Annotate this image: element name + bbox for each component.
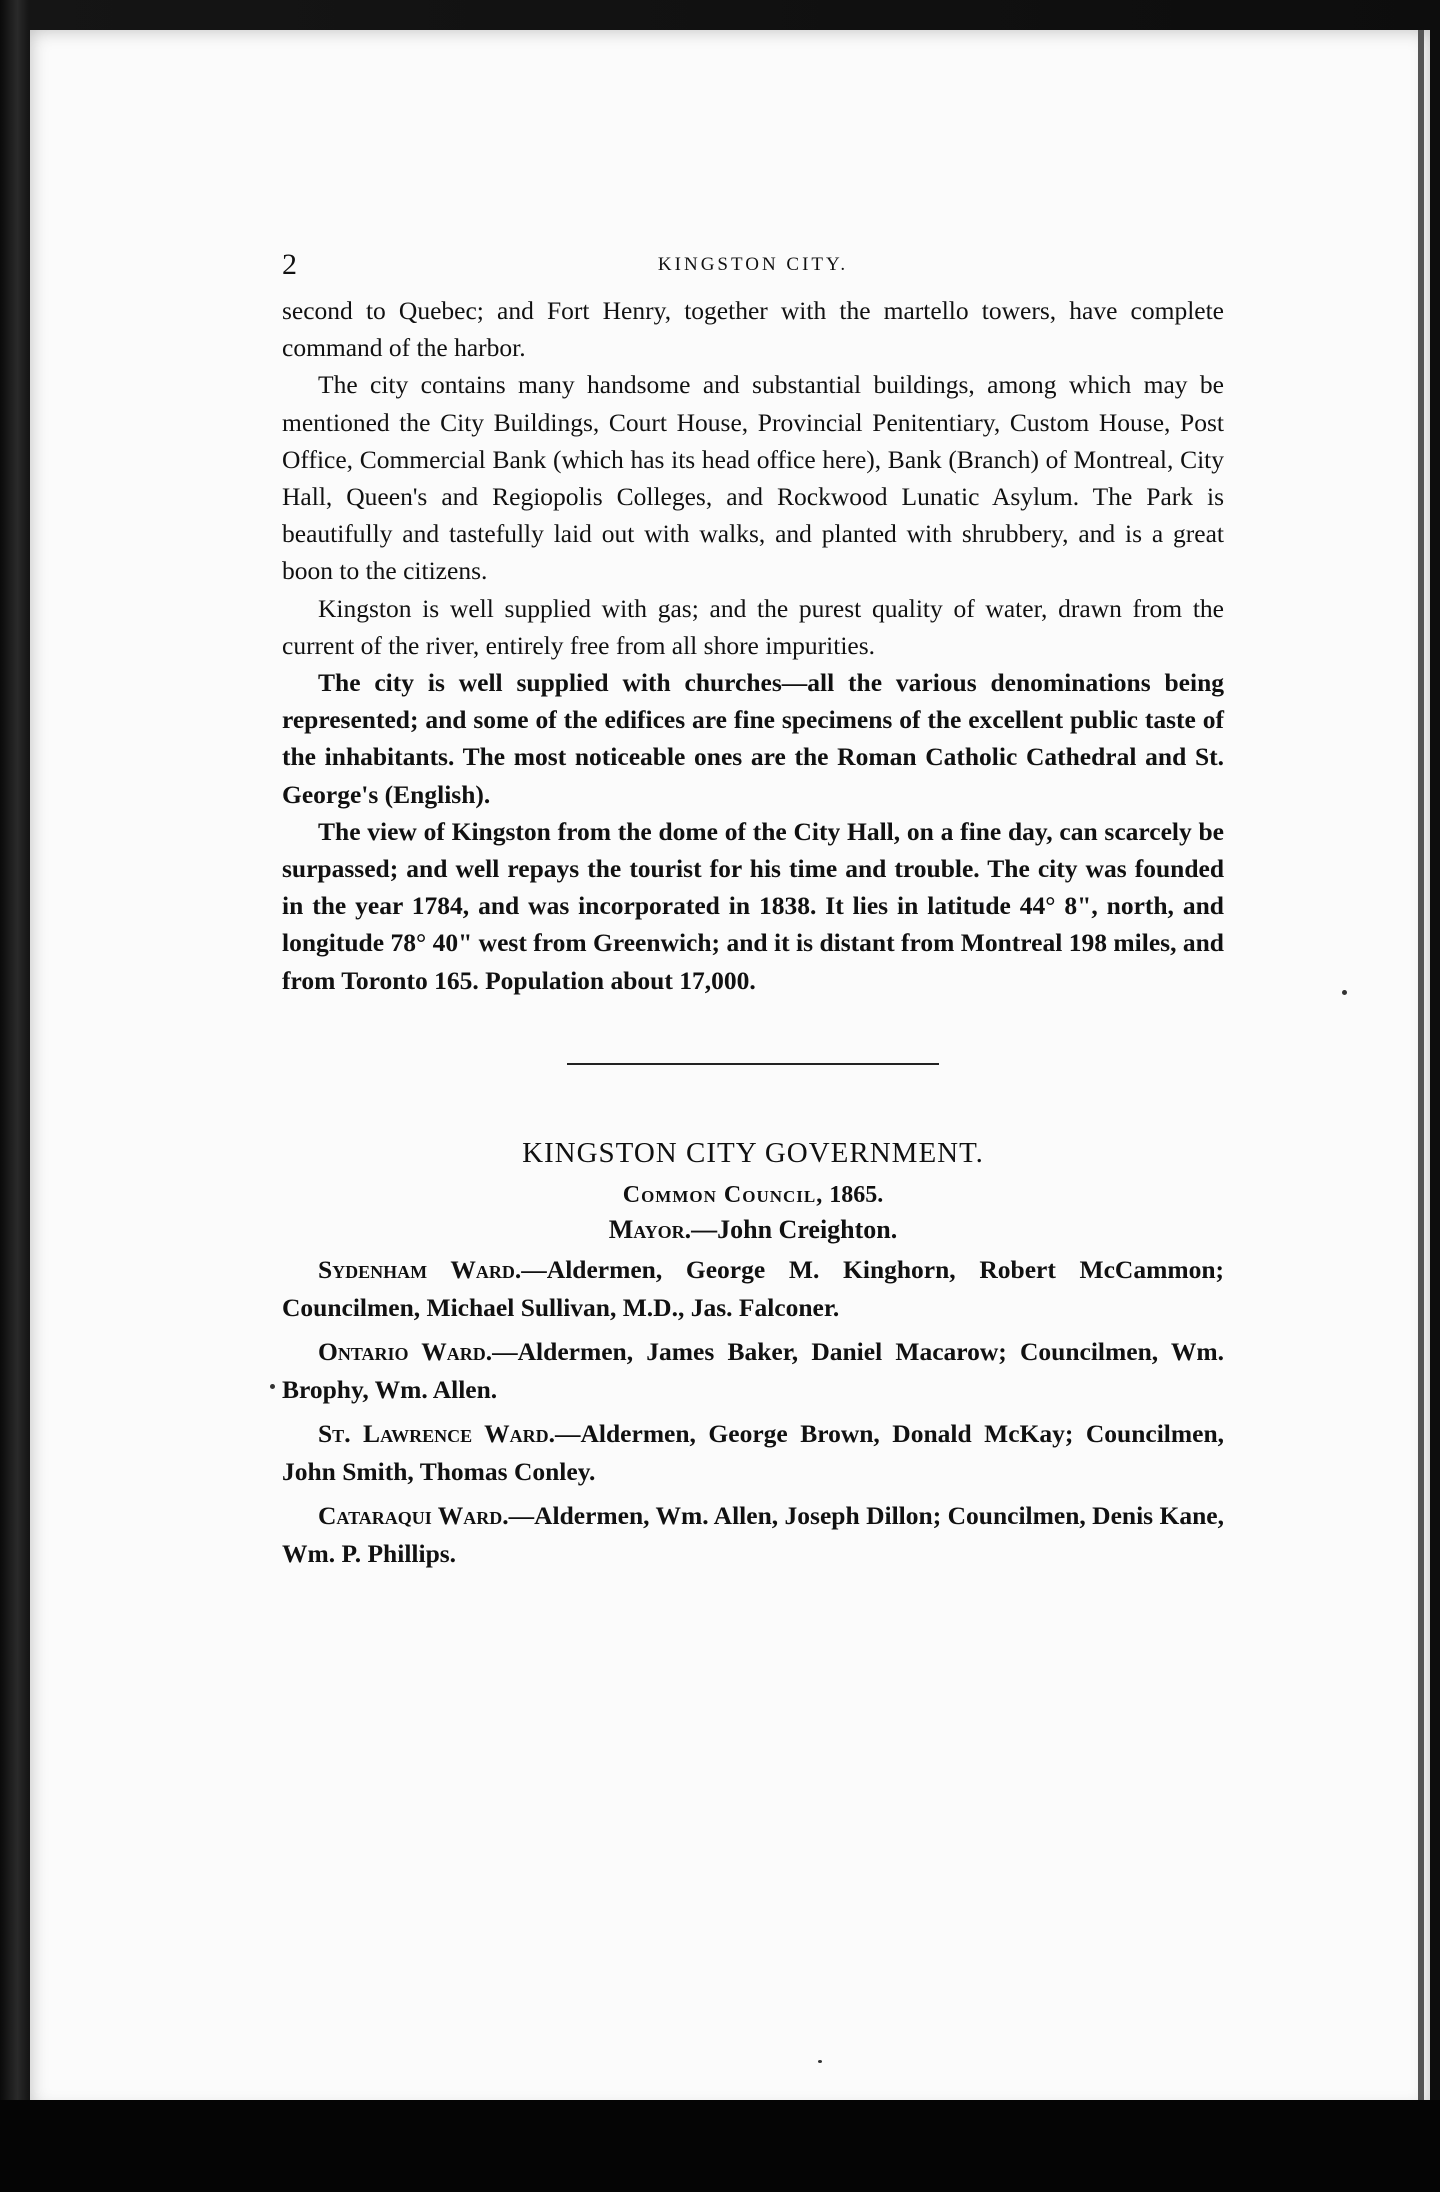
- ward-entry-ontario: [282, 1333, 1224, 1409]
- section-divider: [567, 1063, 939, 1065]
- ink-speck: [270, 1384, 275, 1389]
- page-content: [282, 248, 1224, 1573]
- ward-name: Cataraqui Ward.: [318, 1500, 509, 1530]
- page-edge: [1418, 30, 1424, 2100]
- ward-name: Ontario Ward.: [318, 1336, 493, 1366]
- ward-name: St. Lawrence Ward.: [318, 1418, 555, 1448]
- ward-entry-sydenham: [282, 1251, 1224, 1327]
- common-council-heading: [282, 1182, 1224, 1209]
- ward-members: —Aldermen, George M. Kinghorn, Robert McCammon; Councilmen, Michael Sullivan, M.D., Jas. Falconer.: [282, 1254, 1224, 1322]
- ward-members: —Aldermen, George Brown, Donald McKay; Councilmen, John Smith, Thomas Conley.: [282, 1418, 1224, 1486]
- paragraph-churches: The city is well supplied with churches—all the various denominations being represented; and some of the edifices are fine specimens of the excellent public taste of the inhabitants. The most noticeable ones are the Roman Catholic Cathedral and St. George's (English).: [282, 668, 1224, 809]
- ward-members: —Aldermen, James Baker, Daniel Macarow; Councilmen, Wm. Brophy, Wm. Allen.: [282, 1336, 1224, 1404]
- government-title: KINGSTON CITY GOVERNMENT.: [522, 1136, 984, 1169]
- ward-members: —Aldermen, Wm. Allen, Joseph Dillon; Councilmen, Denis Kane, Wm. P. Phillips.: [282, 1500, 1225, 1568]
- mayor-name: —John Creighton.: [691, 1214, 898, 1244]
- mayor-heading: [282, 1215, 1224, 1245]
- council-label: Common Council,: [622, 1181, 824, 1208]
- ward-entry-st-lawrence: [282, 1415, 1224, 1491]
- paragraph-harbor: second to Quebec; and Fort Henry, together with the martello towers, have complete command of the harbor.: [282, 296, 1224, 363]
- paragraph-gas-water: Kingston is well supplied with gas; and the purest quality of water, drawn from the current of the river, entirely free from all shore impurities.: [282, 593, 1224, 660]
- paragraph-buildings: The city contains many handsome and substantial buildings, among which may be mentioned the City Buildings, Court House, Provincial Penitentiary, Custom House, Post Office, Commercial Bank (which has its head office here), Bank (Branch) of Montreal, City Hall, Queen's and Regiopolis Colleges, and Rockwood Lunatic Asylum. The Park is beautifully and tastefully laid out with walks, and planted with shrubbery, and is a great boon to the citizens.: [282, 370, 1224, 586]
- council-year: 1865.: [829, 1181, 884, 1208]
- paragraph-view: The view of Kingston from the dome of the City Hall, on a fine day, can scarcely be surpassed; and well repays the tourist for his time and trouble. The city was founded in the year 1784, and was incorporated in 1838. It lies in latitude 44° 8", north, and longitude 78° 40" west from Greenwich; and it is distant from Montreal 198 miles, and from Toronto 165. Population about 17,000.: [282, 816, 1224, 995]
- running-title: KINGSTON CITY.: [657, 254, 849, 275]
- page-number: 2: [282, 248, 297, 281]
- scan-bottom-border: [0, 2100, 1440, 2192]
- mayor-label: Mayor.: [608, 1214, 692, 1244]
- ward-name: Sydenham Ward.: [318, 1254, 522, 1284]
- ink-speck: [1342, 990, 1347, 995]
- running-head: [282, 248, 1224, 292]
- ink-speck: [818, 2060, 822, 2063]
- ward-entry-cataraqui: [282, 1497, 1224, 1573]
